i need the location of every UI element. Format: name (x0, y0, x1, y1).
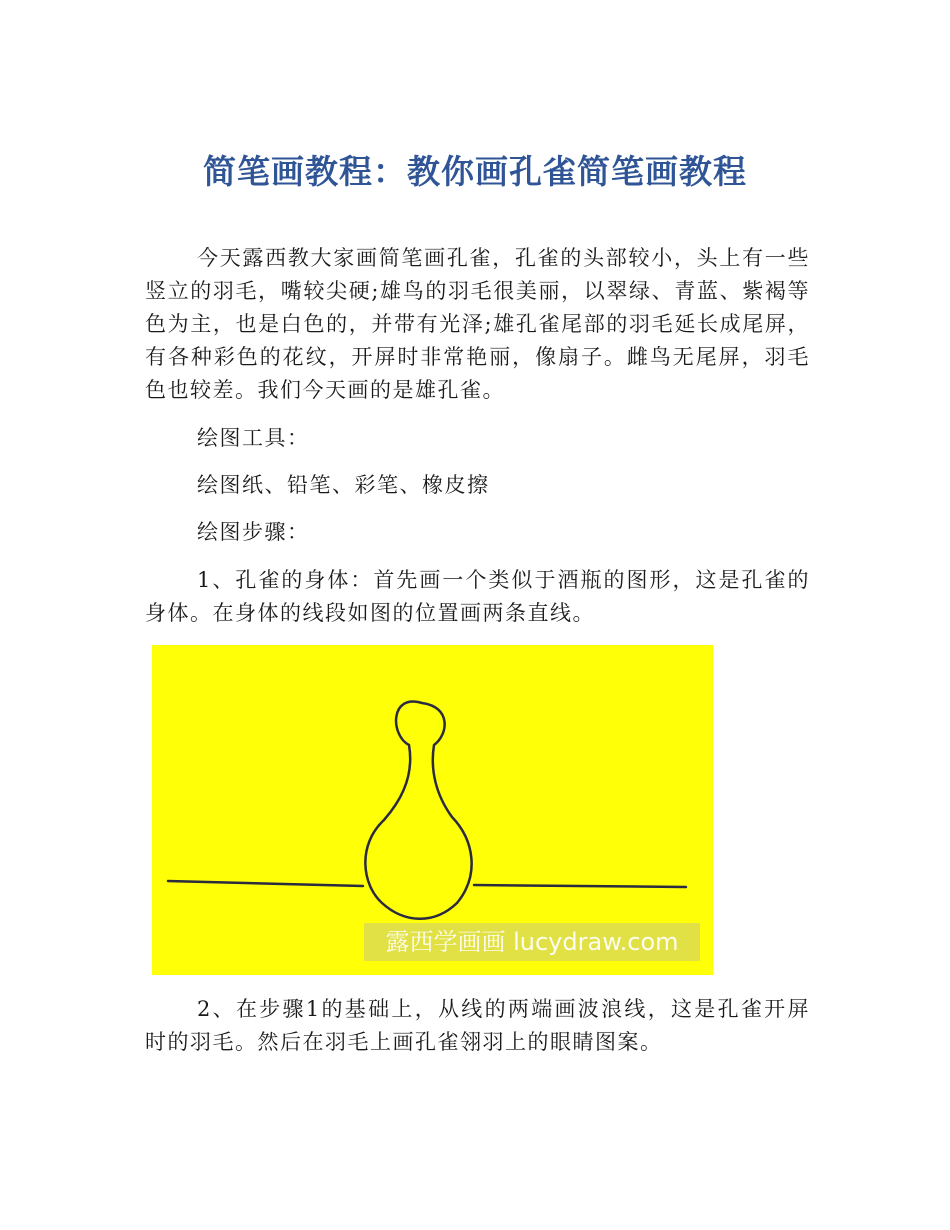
step1-paragraph: 1、孔雀的身体：首先画一个类似于酒瓶的图形，这是孔雀的身体。在身体的线段如图的位置画两条直线。 (145, 568, 810, 625)
right-line (474, 885, 686, 887)
step2-paragraph: 2、在步骤1的基础上，从线的两端画波浪线，这是孔雀开屏时的羽毛。然后在羽毛上画孔雀翎羽上的眼睛图案。 (145, 997, 810, 1054)
left-line (168, 881, 363, 886)
tools-list: 绘图纸、铅笔、彩笔、橡皮擦 (197, 473, 490, 497)
step1-illustration (152, 645, 713, 975)
watermark: 露西学画画 lucydraw.com (364, 923, 700, 961)
tools-heading: 绘图工具： (197, 426, 310, 450)
steps-heading: 绘图步骤： (197, 520, 310, 544)
page-title: 简笔画教程：教你画孔雀简笔画教程 (203, 152, 747, 191)
intro-paragraph: 今天露西教大家画简笔画孔雀，孔雀的头部较小，头上有一些竖立的羽毛，嘴较尖硬;雄鸟的羽毛很美丽，以翠绿、青蓝、紫褐等色为主，也是白色的，并带有光泽;雄孔雀尾部的羽毛延长成尾屏，有各种彩色的花纹，开屏时非常艳丽，像扇子。雌鸟无尾屏，羽毛色也较差。我们今天画的是雄孔雀。 (145, 246, 810, 402)
body-outline (365, 701, 471, 918)
